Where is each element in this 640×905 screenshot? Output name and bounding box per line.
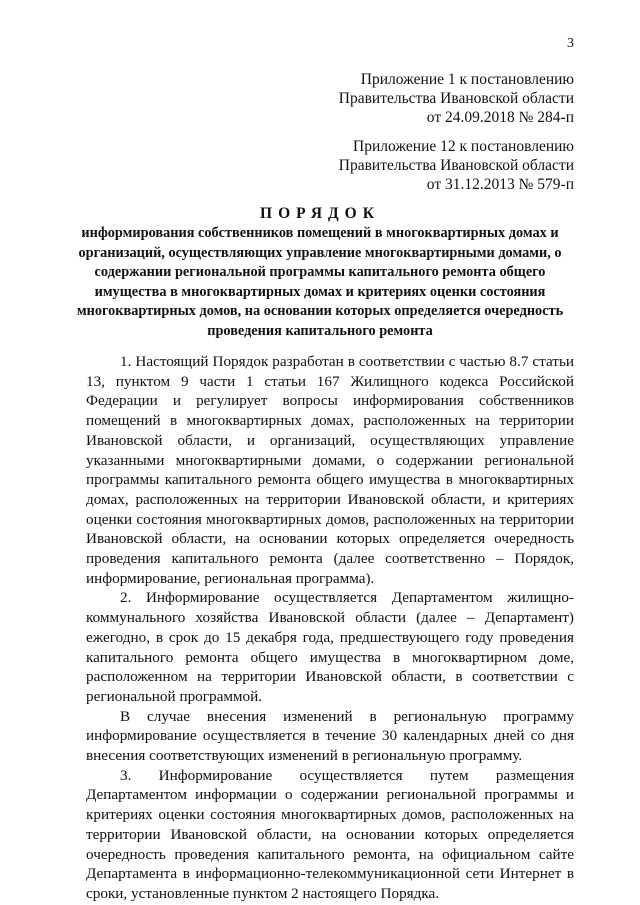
appendix-1-line-1: Приложение 1 к постановлению <box>360 71 574 88</box>
document-title: ПОРЯДОК <box>260 205 380 222</box>
appendix-2-line-1: Приложение 12 к постановлению <box>353 138 574 155</box>
appendix-reference-2 <box>339 137 574 194</box>
paragraph-2: 2. Информирование осуществляется Департаментом жилищно-коммунального хозяйства Ивановской области (далее – Департамент) ежегодно, в срок до 15 декабря года, предшествующего году проведения капитального ремонта общего имущества в многоквартирном доме, расположенном на территории Ивановской области, в соответствии с региональной программой. <box>86 589 574 705</box>
appendix-reference-1 <box>339 70 574 127</box>
appendix-2-line-3: от 31.12.2013 № 579-п <box>426 176 574 193</box>
paragraph-1: 1. Настоящий Порядок разработан в соответствии с частью 8.7 статьи 13, пунктом 9 части 1 статьи 167 Жилищного кодекса Российской Федерации и регулирует вопросы информирования собственников помещений в многоквартирных домах, расположенных на территории Ивановской области, и организаций, осуществляющих управление указанными многоквартирными домами, о содержании региональной программы капитального ремонта общего имущества в многоквартирных домах, расположенных на территории Ивановской области, и критериях оценки состояния многоквартирных домов, расположенных на территории Ивановской области, на основании которых определяется очередность проведения капитального ремонта (далее соответственно – Порядок, информирование, региональная программа). <box>86 353 574 587</box>
appendix-1-line-2: Правительства Ивановской области <box>338 90 574 107</box>
paragraph-4: 3. Информирование осуществляется путем размещения Департаментом информации о содержании региональной программы и критериях оценки состояния многоквартирных домов, расположенных на территории Ивановской области, на основании которых определяется очередность проведения капитального ремонта, на официальном сайте Департамента в информационно-телекоммуникационной сети Интернет в сроки, установленные пунктом 2 настоящего Порядка. <box>86 766 574 902</box>
document-heading <box>66 204 574 342</box>
document-body <box>86 352 574 904</box>
page-number: 3 <box>567 36 574 51</box>
document-subtitle: информирования собственников помещений в многоквартирных домах и организаций, осуществляющих управление многоквартирными домами, о содержании региональной программы капитального ремонта общего имущества в многоквартирных домах и критериях оценки состояния многоквартирных домов, на основании которых определяется очередность проведения капитального ремонта <box>76 225 564 339</box>
paragraph-3: В случае внесения изменений в региональную программу информирование осуществляется в течение 30 календарных дней со дня внесения соответствующих изменений в региональную программу. <box>86 707 574 765</box>
appendix-2-line-2: Правительства Ивановской области <box>338 157 574 174</box>
appendix-1-line-3: от 24.09.2018 № 284-п <box>426 109 574 126</box>
